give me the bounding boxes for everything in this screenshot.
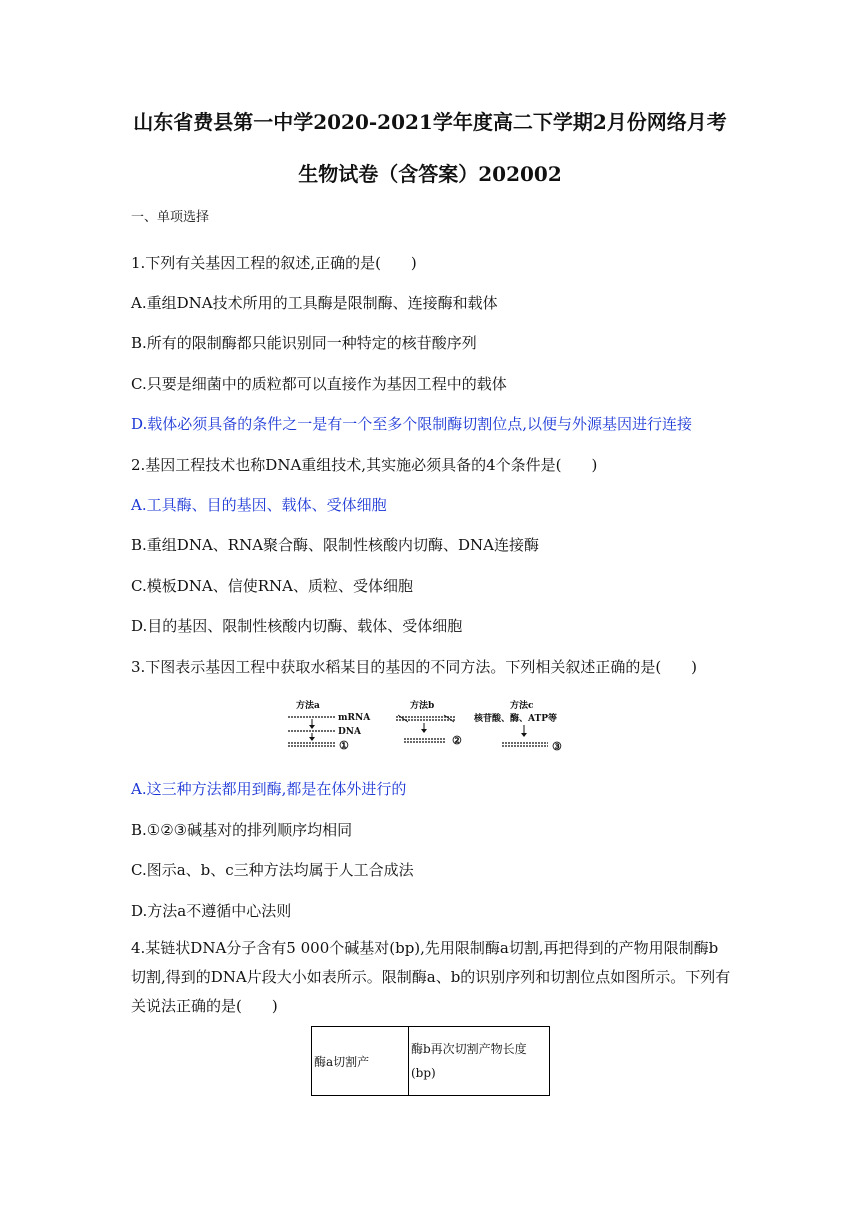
mrna-label: mRNA	[338, 713, 371, 723]
digestion-table	[311, 1026, 550, 1096]
method-c-label: 方法c	[510, 701, 534, 711]
question-3-option-b: B.①②③碱基对的排列顺序均相同	[131, 821, 353, 839]
question-1-option-c: C.只要是细菌中的质粒都可以直接作为基因工程中的载体	[131, 375, 507, 393]
table-row	[312, 1027, 550, 1096]
section-heading: 一、单项选择	[131, 210, 210, 225]
dna-label: DNA	[338, 727, 362, 737]
question-3-option-c: C.图示a、b、c三种方法均属于人工合成法	[131, 861, 414, 879]
table-header-enzyme-b	[409, 1027, 550, 1096]
table-header-enzyme-a: 酶a切割产	[312, 1027, 409, 1096]
question-2-option-d: D.目的基因、限制性核酸内切酶、载体、受体细胞	[131, 617, 463, 635]
method-b-label: 方法b	[410, 701, 435, 711]
question-3-option-a-answer: A.这三种方法都用到酶,都是在体外进行的	[131, 780, 407, 798]
question-2-option-b: B.重组DNA、RNA聚合酶、限制性核酸内切酶、DNA连接酶	[131, 536, 540, 554]
question-1-option-d-answer: D.载体必须具备的条件之一是有一个至多个限制酶切割位点,以便与外源基因进行连接	[131, 415, 693, 433]
question-2-stem: 2.基因工程技术也称DNA重组技术,其实施必须具备的4个条件是( )	[131, 456, 598, 474]
page-title-line1: 山东省费县第一中学2020-2021学年度高二下学期2月份网络月考	[133, 110, 727, 134]
question-1-stem: 1.下列有关基因工程的叙述,正确的是( )	[131, 254, 417, 272]
product-3-label: ③	[552, 740, 562, 753]
page-title-line2: 生物试卷（含答案）202002	[298, 162, 562, 186]
question-2-option-c: C.模板DNA、信使RNA、质粒、受体细胞	[131, 577, 413, 595]
question-3-stem: 3.下图表示基因工程中获取水稻某目的基因的不同方法。下列相关叙述正确的是( )	[131, 658, 698, 676]
product-1-label: ①	[339, 739, 349, 752]
product-2-label: ②	[452, 734, 462, 747]
question-1-option-a: A.重组DNA技术所用的工具酶是限制酶、连接酶和载体	[131, 294, 498, 312]
method-a-label: 方法a	[296, 701, 320, 711]
method-c-inputs: 核苷酸、酶、ATP等	[474, 714, 557, 724]
gene-acquisition-methods-figure	[284, 697, 576, 755]
question-2-option-a-answer: A.工具酶、目的基因、载体、受体细胞	[131, 496, 387, 514]
question-3-option-d: D.方法a不遵循中心法则	[131, 902, 292, 920]
question-1-option-b: B.所有的限制酶都只能识别同一种特定的核苷酸序列	[131, 334, 477, 352]
question-4-stem: 4.某链状DNA分子含有5 000个碱基对(bp),先用限制酶a切割,再把得到的产物用限制酶b切割,得到的DNA片段大小如表所示。限制酶a、b的识别序列和切割位点如图所示。下列有关说法正确的是( )	[131, 939, 731, 1015]
table-header-enzyme-b-text: 酶b再次切割产物长度(bp)	[411, 1042, 527, 1080]
